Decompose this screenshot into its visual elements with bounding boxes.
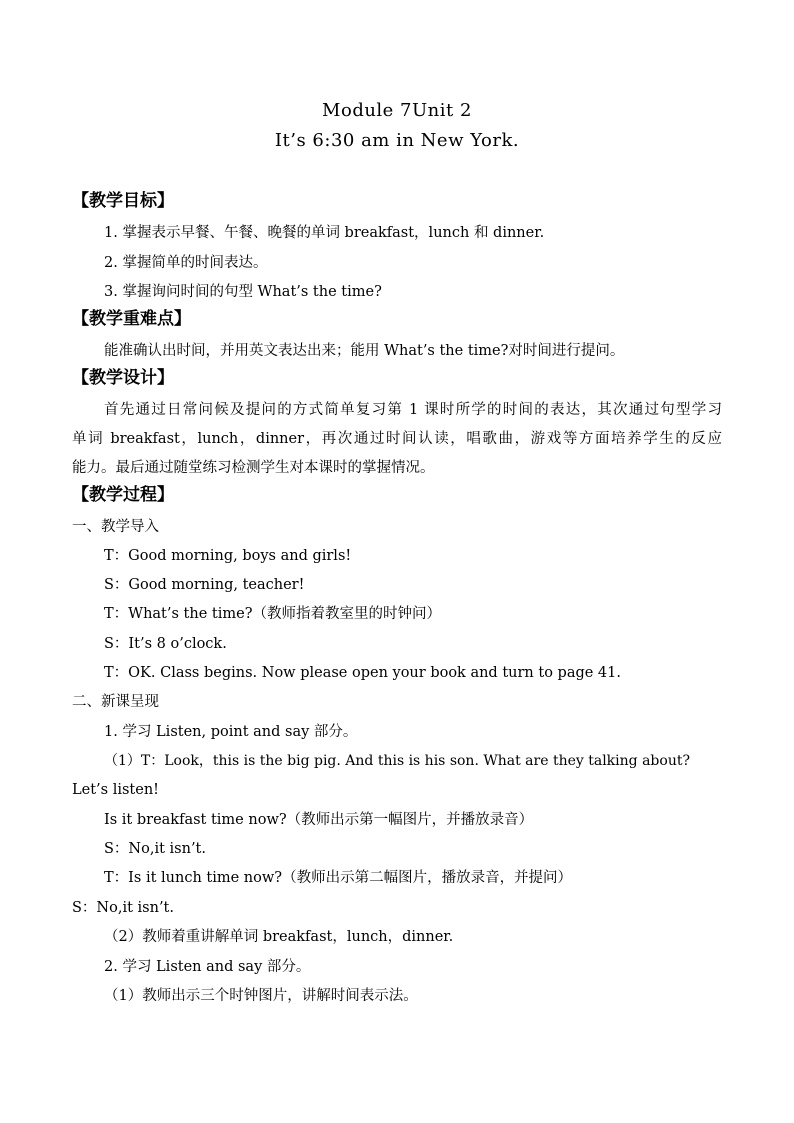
dialogue-line: S：It’s 8 o’clock.: [104, 636, 227, 652]
dialogue-line: T：What’s the time?（教师指着教室里的时钟问）: [104, 606, 441, 622]
step-line: 1. 学习 Listen, point and say 部分。: [104, 724, 358, 740]
section-title: 二、新课呈现: [72, 694, 159, 710]
dialogue-line: T：Good morning, boys and girls!: [104, 548, 352, 564]
goal-item: 1. 掌握表示早餐、午餐、晚餐的单词 breakfast，lunch 和 dinner.: [104, 225, 545, 241]
lesson-title: It’s 6:30 am in New York.: [274, 130, 520, 151]
key-points-text: 能准确认出时间，并用英文表达出来；能用 What’s the time?对时间进行提问。: [104, 343, 625, 359]
goal-item: 3. 掌握询问时间的句型 What’s the time?: [104, 284, 382, 300]
step-line: （1）教师出示三个时钟图片，讲解时间表示法。: [104, 988, 418, 1004]
design-heading: 【教学设计】: [72, 368, 174, 388]
step-line: T：Is it lunch time now?（教师出示第二幅图片，播放录音，并提问）: [104, 870, 573, 886]
step-line: 2. 学习 Listen and say 部分。: [104, 959, 311, 975]
goals-heading: 【教学目标】: [72, 191, 174, 211]
section-title: 一、教学导入: [72, 519, 159, 535]
step-line: Let’s listen!: [72, 782, 159, 798]
step-line: S：No,it isn’t.: [72, 900, 174, 916]
dialogue-line: S：Good morning, teacher!: [104, 577, 305, 593]
goal-item: 2. 掌握简单的时间表达。: [104, 255, 268, 271]
design-paragraph-line: 首先通过日常问候及提问的方式简单复习第 1 课时所学的时间的表达，其次通过句型学习: [104, 402, 722, 418]
step-line: S：No,it isn’t.: [104, 841, 206, 857]
design-paragraph-line: 能力。最后通过随堂练习检测学生对本课时的掌握情况。: [72, 460, 435, 476]
step-line: Is it breakfast time now?（教师出示第一幅图片，并播放录音）: [104, 812, 534, 828]
step-line: （1）T：Look，this is the big pig. And this is his son. What are they talking about?: [104, 753, 690, 769]
step-line: （2）教师着重讲解单词 breakfast，lunch，dinner.: [104, 929, 454, 945]
key-points-heading: 【教学重难点】: [72, 309, 191, 329]
dialogue-line: T：OK. Class begins. Now please open your book and turn to page 41.: [104, 665, 621, 681]
process-heading: 【教学过程】: [72, 485, 174, 505]
design-paragraph-line: 单词 breakfast，lunch，dinner，再次通过时间认读，唱歌曲，游戏等方面培养学生的反应: [72, 431, 722, 447]
unit-title: Module 7Unit 2: [322, 100, 472, 121]
